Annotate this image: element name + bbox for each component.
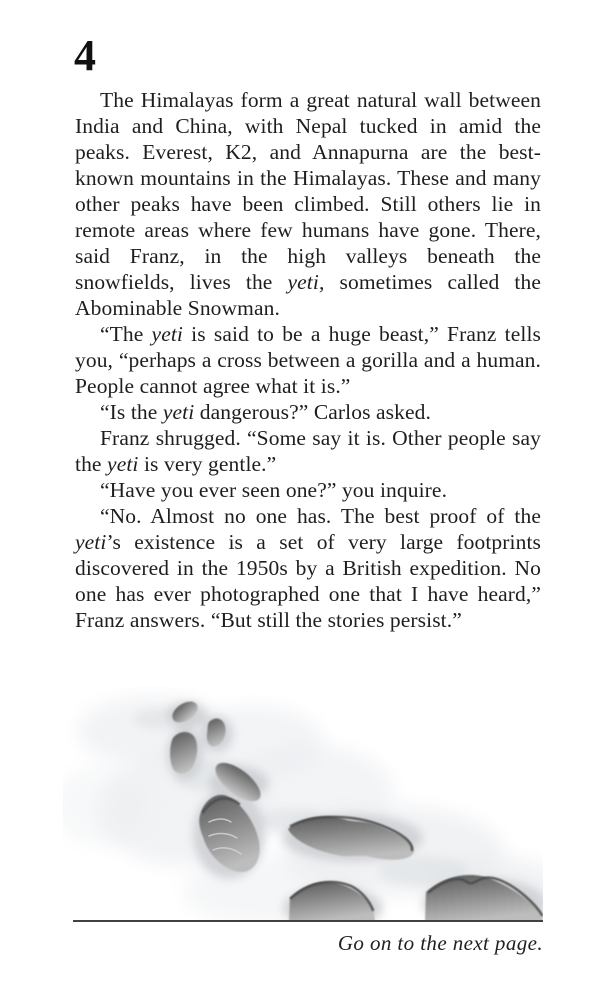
footprints-illustration <box>63 686 543 922</box>
paragraph-1: The Himalayas form a great natural wall between India and China, with Nepal tucked in amid the peaks. Everest, K2, and Annapurna are the best-known mountains in the Himalayas. These and many other peaks have been climbed. Still others lie in remote areas where few humans have gone. There, said Franz, in the high valleys beneath the snowfields, lives the yeti, sometimes called the Abominable Snowman. <box>75 88 541 320</box>
footer-divider <box>73 920 543 922</box>
footer-instruction: Go on to the next page. <box>337 931 543 955</box>
page-number: 4 <box>74 31 96 80</box>
paragraph-5: “Have you ever seen one?” you inquire. <box>100 478 448 502</box>
paragraph-4: Franz shrugged. “Some say it is. Other people say the yeti is very gentle.” <box>75 426 541 476</box>
passage-text <box>75 87 541 633</box>
paragraph-6: “No. Almost no one has. The best proof of the yeti’s existence is a set of very large footprints discovered in the 1950s by a British expedition. No one has ever photographed one that I have heard,” Franz answers. “But still the stories persist.” <box>75 504 541 632</box>
footprints-illustration-svg <box>63 686 543 922</box>
paragraph-2: “The yeti is said to be a huge beast,” Franz tells you, “perhaps a cross between a gorilla and a human. People cannot agree what it is.” <box>75 322 541 398</box>
paragraph-3: “Is the yeti dangerous?” Carlos asked. <box>100 400 431 424</box>
